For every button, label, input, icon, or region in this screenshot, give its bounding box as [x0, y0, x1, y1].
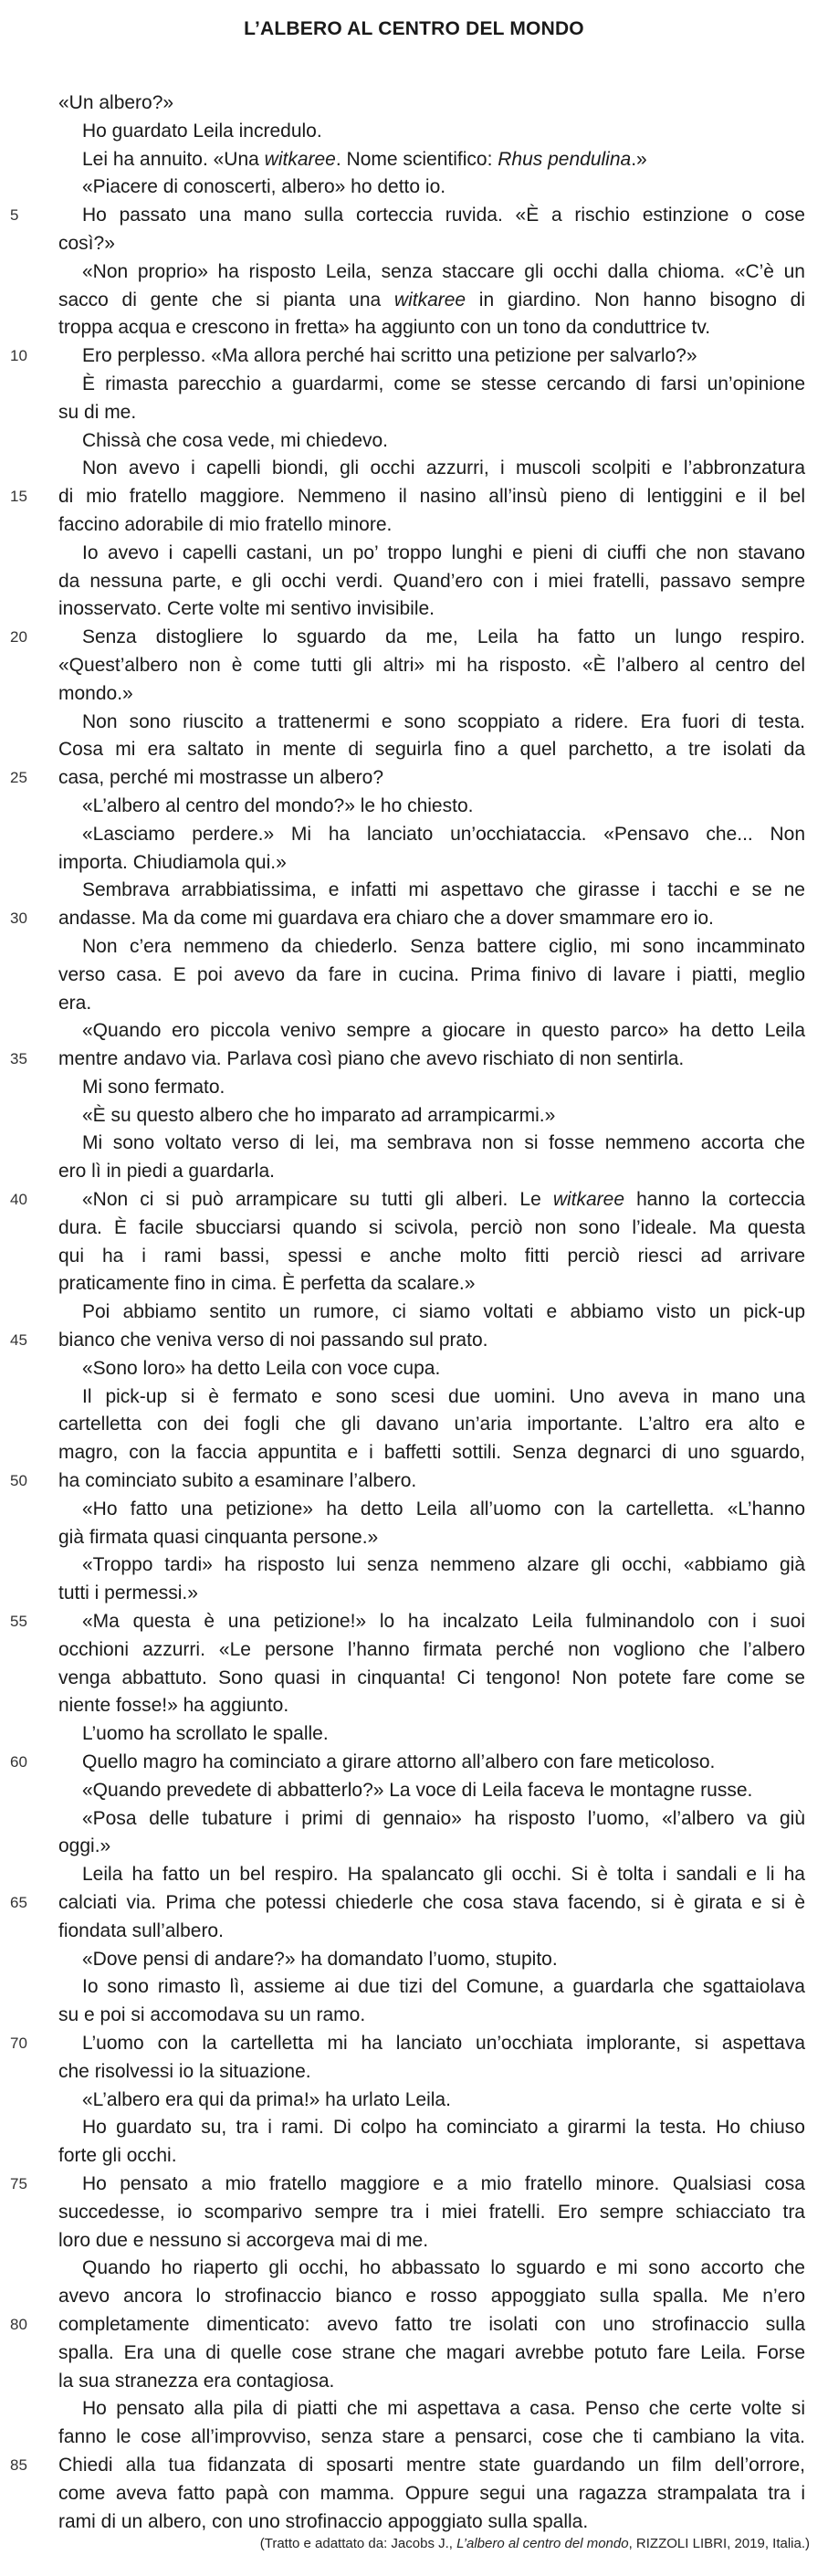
line-text: casa, perché mi mostrasse un albero? [58, 767, 384, 789]
text-line [10, 342, 805, 371]
text-line [58, 1270, 805, 1299]
line-text: «L’albero era qui da prima!» ha urlato Leila. [82, 2088, 451, 2110]
line-text: Quello magro ha cominciato a girare attorno all’albero con fare meticoloso. [82, 1751, 716, 1773]
line-text: verso casa. E poi avevo da fare in cucina. Prima finivo di lavare i piatti, meglio [58, 963, 805, 985]
text-line [58, 2114, 805, 2142]
text-line [58, 1777, 805, 1805]
line-number: 85 [10, 2455, 27, 2474]
text-line [58, 1299, 805, 1327]
line-number: 45 [10, 1331, 27, 1350]
line-text: ha cominciato subito a esaminare l’albero. [58, 1470, 417, 1492]
line-text: Non c’era nemmeno da chiederlo. Senza battere ciglio, mi sono incamminato [82, 935, 805, 957]
line-text: faccino adorabile di mio fratello minore. [58, 513, 393, 535]
line-text: tutti i permessi.» [58, 1582, 198, 1604]
text-line [58, 652, 805, 680]
line-text: sacco di gente che si pianta una witkaree in giardino. Non hanno bisogno di [58, 289, 806, 310]
line-text: Ero perplesso. «Ma allora perché hai scritto una petizione per salvarlo?» [82, 345, 697, 367]
text-line [58, 1411, 805, 1439]
line-text: Chissà che cosa vede, mi chiedevo. [82, 429, 389, 451]
text-line [58, 1496, 805, 1524]
line-text: Io avevo i capelli castani, un po’ troppo lunghi e pieni di ciuffi che non stavano [82, 541, 805, 563]
line-number: 40 [10, 1191, 27, 1209]
line-text: come aveva fatto papà con mamma. Oppure segui una ragazza strampalata tra i [58, 2482, 805, 2504]
line-number: 5 [10, 206, 19, 225]
line-text: avevo ancora lo strofinaccio bianco e rosso appoggiato sulla spalla. Me n’ero [58, 2286, 805, 2308]
text-line [58, 595, 805, 624]
line-text: già firmata quasi cinquanta persone.» [58, 1526, 379, 1548]
line-text: bianco che veniva verso di noi passando sul prato. [58, 1330, 488, 1351]
story-text [10, 89, 806, 2536]
line-text: «Piacere di conoscerti, albero» ho detto io. [82, 176, 446, 198]
text-line [58, 1524, 805, 1552]
text-line [58, 230, 805, 258]
line-text: importa. Chiudiamola qui.» [58, 851, 287, 873]
text-line [58, 89, 805, 118]
line-text: «Posa delle tubature i primi di gennaio» ha risposto l’uomo, «l’albero va giù [82, 1807, 805, 1829]
line-text: Ho guardato Leila incredulo. [82, 120, 322, 142]
text-line [58, 2002, 805, 2030]
line-text: «È su questo albero che ho imparato ad arrampicarmi.» [82, 1104, 556, 1126]
line-number: 60 [10, 1753, 27, 1772]
text-line [58, 314, 805, 342]
text-line [10, 1186, 805, 1214]
page-title: L’ALBERO AL CENTRO DEL MONDO [244, 18, 584, 39]
text-line [58, 2339, 805, 2368]
line-text: calciati via. Prima che potessi chiederle che cosa stava facendo, si è girata e si è [58, 1892, 805, 1913]
line-text: Ho pensato alla pila di piatti che mi aspettava a casa. Penso che certe volte si [82, 2398, 805, 2420]
line-text: così?» [58, 232, 115, 254]
line-text: di mio fratello maggiore. Nemmeno il nasino all’insù pieno di lentiggini e il bel [58, 486, 805, 508]
line-number: 15 [10, 488, 27, 506]
line-text: loro due e nessuno si accorgeva mai di me. [58, 2229, 429, 2251]
line-text: Non avevo i capelli biondi, gli occhi azzurri, i muscoli scolpiti e l’abbronzatura [82, 457, 805, 479]
line-text: Poi abbiamo sentito un rumore, ci siamo voltati e abbiamo visto un pick-up [82, 1301, 805, 1323]
text-line [10, 2452, 805, 2480]
line-text: «Sono loro» ha detto Leila con voce cupa. [82, 1357, 441, 1379]
line-number: 30 [10, 909, 27, 928]
line-text: era. [58, 992, 92, 1014]
text-line [58, 709, 805, 737]
text-line [10, 764, 805, 793]
line-text: «Non proprio» ha risposto Leila, senza staccare gli occhi dalla chioma. «C’è un [82, 260, 805, 282]
text-line [58, 1946, 805, 1974]
line-text: Ho pensato a mio fratello maggiore e a mio fratello minore. Qualsiasi cosa [82, 2172, 805, 2194]
line-text: la sua stranezza era contagiosa. [58, 2370, 335, 2392]
line-number: 70 [10, 2034, 27, 2052]
text-line [58, 1551, 805, 1580]
line-text: rami di un albero, con uno strofinaccio appoggiato sulla spalla. [58, 2510, 589, 2532]
text-line [58, 962, 805, 990]
text-line [10, 2030, 805, 2058]
text-line [10, 1046, 805, 1074]
text-line [58, 2199, 805, 2227]
text-line [58, 1692, 805, 1720]
line-text: Cosa mi era saltato in mente di seguirla fino a quel parchetto, a tre isolati da [58, 739, 805, 761]
source-citation: (Tratto e adattato da: Jacobs J., L’albero al centro del mondo, RIZZOLI LIBRI, 2019, Italia.) [259, 2536, 810, 2551]
line-number: 65 [10, 1894, 27, 1911]
text-line [58, 1383, 805, 1412]
text-line [58, 2142, 805, 2171]
line-text: Lei ha annuito. «Una witkaree. Nome scientifico: Rhus pendulina.» [82, 148, 647, 170]
line-text: «Quando prevedete di abbatterlo?» La voce di Leila faceva le montagne russe. [82, 1779, 753, 1801]
text-line [58, 1102, 805, 1130]
line-text: Non sono riuscito a trattenermi e sono scoppiato a ridere. Era fuori di testa. [82, 710, 805, 732]
line-text: Leila ha fatto un bel respiro. Ha spalancato gli occhi. Si è tolta i sandali e li ha [82, 1864, 805, 1886]
text-line [58, 1861, 805, 1889]
line-text: Mi sono voltato verso di lei, ma sembrava non si fosse nemmeno accorta che [82, 1132, 805, 1154]
line-text: mondo.» [58, 682, 133, 704]
text-line [58, 1636, 805, 1665]
text-line [58, 2283, 805, 2311]
text-line [58, 2424, 805, 2452]
line-text: completamente dimenticato: avevo fatto tre isolati con uno strofinaccio sulla [58, 2313, 805, 2335]
text-line [58, 1973, 805, 2002]
line-text: fiondata sull’albero. [58, 1919, 224, 1941]
line-text: andasse. Ma da come mi guardava era chiaro che a dover smammare ero io. [58, 908, 714, 930]
text-line [58, 1805, 805, 1834]
line-text: troppa acqua e crescono in fretta» ha aggiunto con un tono da conduttrice tv. [58, 317, 711, 339]
text-line [58, 1017, 805, 1046]
line-text: ero lì in piedi a guardarla. [58, 1161, 275, 1183]
text-line [58, 2227, 805, 2255]
line-number: 20 [10, 628, 27, 647]
line-text: «Un albero?» [58, 92, 174, 113]
line-text: su di me. [58, 401, 137, 423]
line-number: 35 [10, 1050, 27, 1068]
text-line [58, 1580, 805, 1608]
text-line [58, 1158, 805, 1186]
line-number: 50 [10, 1472, 27, 1490]
text-line [58, 511, 805, 540]
text-line [58, 1074, 805, 1102]
line-text: da nessuna parte, e gli occhi verdi. Quand’ero con i miei fratelli, passavo sempre [58, 570, 805, 592]
text-line [58, 1720, 805, 1749]
line-text: «Ma questa è una petizione!» lo ha incalzato Leila fulminandolo con i suoi [82, 1611, 805, 1633]
text-line [58, 2508, 805, 2537]
line-text: qui ha i rami bassi, spessi e anche molto fitti perciò riesci ad arrivare [58, 1245, 805, 1267]
text-line [58, 1355, 805, 1383]
line-number: 80 [10, 2315, 27, 2333]
text-line [10, 2171, 805, 2199]
line-text: spalla. Era una di quelle cose strane che magari avrebbe potuto fare Leila. Forse [58, 2341, 805, 2363]
text-line [58, 1833, 805, 1861]
text-line [10, 1749, 805, 1777]
line-text: Mi sono fermato. [82, 1076, 225, 1098]
line-text: Io sono rimasto lì, assieme ai due tizi del Comune, a guardarla che sgattaiolava [82, 1976, 805, 1998]
line-text: oggi.» [58, 1835, 111, 1857]
text-line [58, 933, 805, 962]
text-line [58, 568, 805, 596]
line-text: «Quest’albero non è come tutti gli altri» mi ha risposto. «È l’albero al centro del [58, 654, 805, 676]
line-text: Il pick-up si è fermato e sono scesi due uomini. Uno aveva in mano una [82, 1385, 805, 1407]
line-text: Senza distogliere lo sguardo da me, Leila ha fatto un lungo respiro. [82, 626, 805, 648]
line-text: Ho guardato su, tra i rami. Di colpo ha cominciato a girarmi la testa. Ho chiuso [82, 2117, 805, 2139]
line-text: Quando ho riaperto gli occhi, ho abbassato lo sguardo e mi sono accorto che [82, 2257, 805, 2279]
text-line [10, 483, 805, 511]
text-line [58, 371, 805, 399]
line-text: succedesse, io scomparivo sempre tra i miei fratelli. Ero sempre schiacciato tra [58, 2201, 805, 2223]
text-line [58, 1918, 805, 1946]
text-line [10, 1889, 805, 1918]
text-line [58, 2255, 805, 2283]
text-line [58, 1214, 805, 1243]
line-text: cartelletta con dei fogli che gli davano un’aria importante. L’altro era alto e [58, 1414, 805, 1435]
line-number: 25 [10, 769, 27, 787]
text-line [58, 455, 805, 483]
text-line [58, 1439, 805, 1467]
line-text: È rimasta parecchio a guardarmi, come se stesse cercando di farsi un’opinione [82, 373, 805, 394]
text-line [10, 1608, 805, 1636]
text-line [58, 1243, 805, 1271]
text-line [10, 624, 805, 652]
line-text: Ho passato una mano sulla corteccia ruvida. «È a rischio estinzione o cose [82, 205, 805, 226]
line-text: praticamente fino in cima. È perfetta da scalare.» [58, 1273, 476, 1295]
text-line [58, 146, 805, 174]
text-line [58, 1130, 805, 1158]
text-line [10, 1327, 805, 1355]
text-line [58, 2368, 805, 2396]
line-text: fanno le cose all’improvviso, senza stare a pensarci, cose che ti cambiano la vita. [58, 2426, 805, 2448]
line-text: occhioni azzurri. «Le persone l’hanno firmata perché non vogliono che l’albero [58, 1638, 805, 1660]
text-line [58, 877, 805, 905]
text-line [58, 2395, 805, 2424]
text-line [58, 990, 805, 1018]
text-line [58, 680, 805, 709]
text-line [58, 2058, 805, 2087]
text-line [10, 905, 805, 933]
text-line [58, 540, 805, 568]
text-line [58, 287, 805, 315]
line-text: Sembrava arrabbiatissima, e infatti mi aspettavo che girasse i tacchi e se ne [82, 879, 805, 901]
text-line [58, 399, 805, 427]
text-line [58, 118, 805, 146]
line-text: «Non ci si può arrampicare su tutti gli alberi. Le witkaree hanno la corteccia [82, 1189, 805, 1211]
line-text: Chiedi alla tua fidanzata di sposarti mentre state guardando un film dell’orrore, [58, 2454, 805, 2476]
line-text: L’uomo con la cartelletta mi ha lanciato un’occhiata implorante, si aspettava [82, 2032, 805, 2054]
line-text: venga abbattuto. Sono quasi in cinquanta! Ci tengono! Non potete fare come se [58, 1667, 805, 1688]
line-text: che risolvessi io la situazione. [58, 2060, 311, 2082]
line-text: inosservato. Certe volte mi sentivo invisibile. [58, 598, 435, 620]
line-text: L’uomo ha scrollato le spalle. [82, 1723, 329, 1745]
text-line [58, 2087, 805, 2115]
line-text: forte gli occhi. [58, 2145, 177, 2167]
text-line [58, 736, 805, 764]
line-number: 10 [10, 347, 27, 365]
line-text: magro, con la faccia appuntita e i baffetti sottili. Senza degnarci di uno sguardo, [58, 1442, 805, 1464]
line-text: «L’albero al centro del mondo?» le ho chiesto. [82, 794, 474, 816]
line-number: 75 [10, 2174, 27, 2192]
text-line [58, 173, 805, 202]
text-line [58, 849, 805, 878]
line-text: «Quando ero piccola venivo sempre a giocare in questo parco» ha detto Leila [82, 1020, 805, 1042]
line-text: su e poi si accomodava su un ramo. [58, 2004, 366, 2026]
line-number: 55 [10, 1613, 27, 1631]
text-line [10, 202, 805, 230]
line-text: dura. È facile sbucciarsi quando si scivola, perciò non sono l’ideale. Ma questa [58, 1216, 805, 1238]
line-text: «Lasciamo perdere.» Mi ha lanciato un’occhiataccia. «Pensavo che... Non [82, 823, 805, 845]
line-text: mentre andavo via. Parlava così piano che avevo rischiato di non sentirla. [58, 1048, 685, 1070]
text-line [58, 258, 805, 287]
text-line [58, 793, 805, 821]
text-line [58, 1665, 805, 1693]
text-line [58, 2480, 805, 2508]
text-line [10, 1467, 805, 1496]
line-text: «Troppo tardi» ha risposto lui senza nemmeno alzare gli occhi, «abbiamo già [82, 1554, 805, 1576]
text-line [58, 427, 805, 456]
line-text: niente fosse!» ha aggiunto. [58, 1695, 289, 1717]
line-text: «Dove pensi di andare?» ha domandato l’uomo, stupito. [82, 1948, 558, 1970]
text-line [10, 2311, 805, 2339]
line-text: «Ho fatto una petizione» ha detto Leila all’uomo con la cartelletta. «L’hanno [82, 1498, 805, 1519]
text-line [58, 821, 805, 849]
